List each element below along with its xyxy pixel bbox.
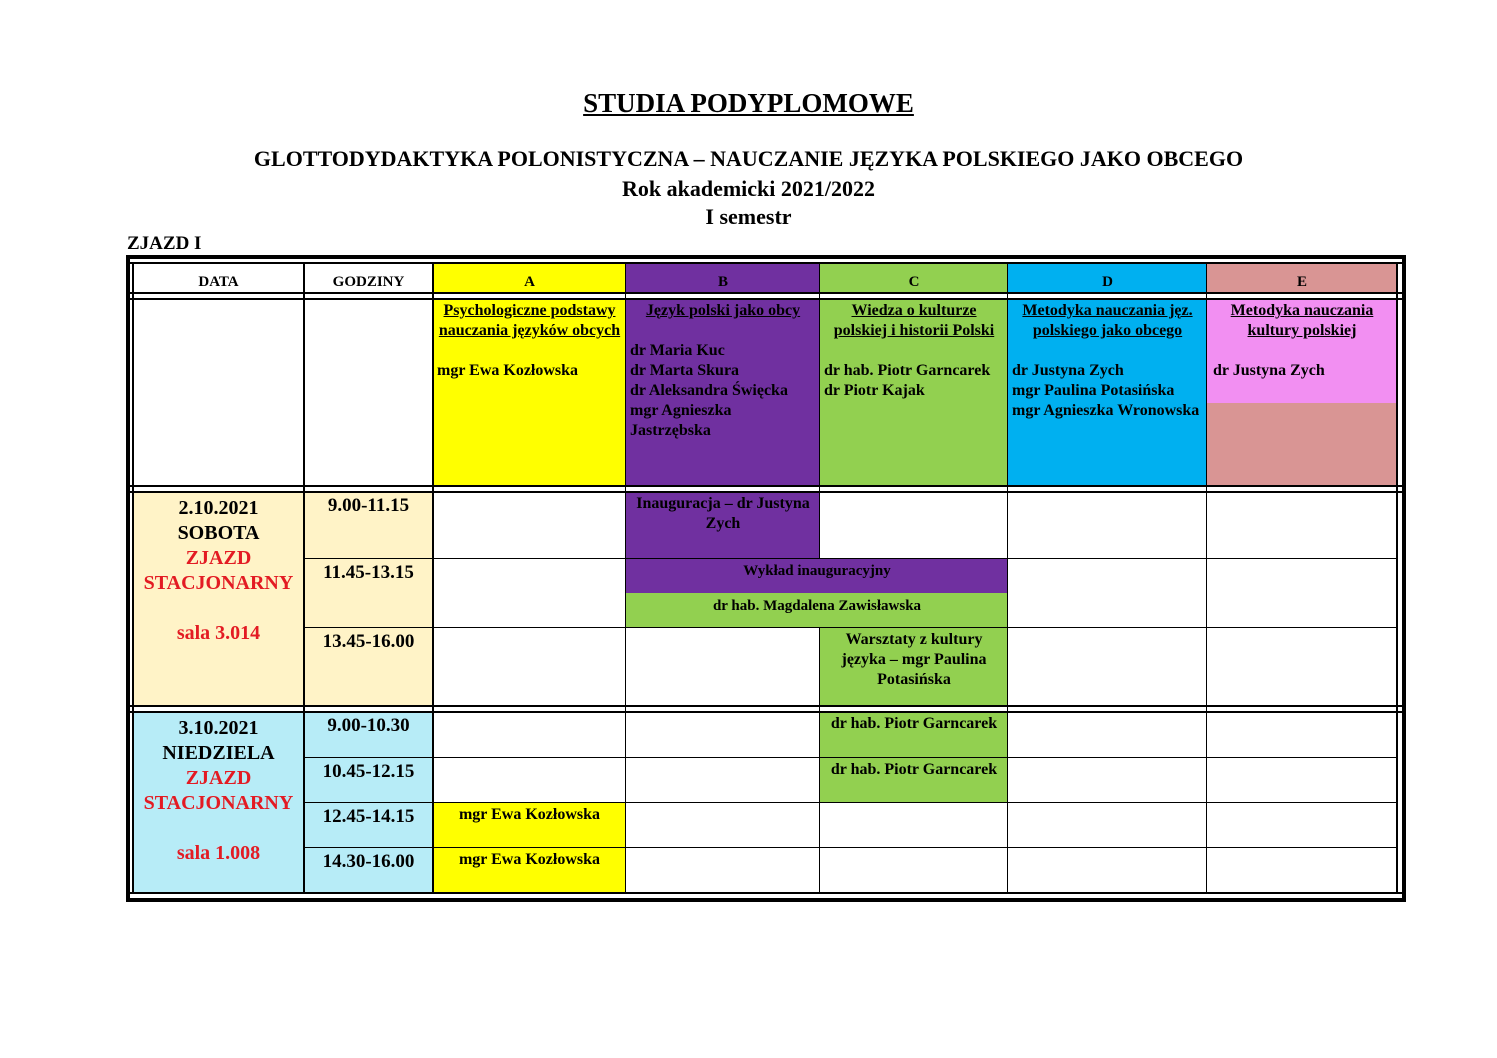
col-header-e: E xyxy=(1207,263,1397,293)
course-b-teacher: dr Aleksandra Święcka xyxy=(630,382,788,399)
row-border xyxy=(304,757,1398,758)
col-header-data: DATA xyxy=(198,274,239,290)
day1-mode: ZJAZD xyxy=(185,547,252,569)
course-b-name: Język polski jako obcy xyxy=(645,302,801,319)
col-border xyxy=(432,262,434,894)
day1-mode: STACJONARNY xyxy=(143,572,294,594)
row-border xyxy=(304,558,1398,559)
day2-room: sala 1.008 xyxy=(176,842,261,864)
row-border xyxy=(130,711,1402,713)
col-border xyxy=(1206,262,1207,894)
program-name: GLOTTODYDAKTYKA POLONISTYCZNA – NAUCZANIE JĘZYKA POLSKIEGO JAKO OBCEGO xyxy=(253,146,1244,171)
day1-lecture: Wykład inauguracyjny xyxy=(626,559,1008,593)
row-border xyxy=(130,292,1402,294)
course-b xyxy=(626,299,820,486)
row-border xyxy=(130,892,1402,894)
col-border xyxy=(819,627,820,894)
course-b-teacher: dr Marta Skura xyxy=(630,362,740,379)
col-header-godziny: GODZINY xyxy=(332,274,405,290)
day2-date: 3.10.2021 xyxy=(178,717,259,739)
col-border xyxy=(303,262,305,894)
col-header-a: A xyxy=(433,263,626,293)
day2-a3: mgr Ewa Kozłowska xyxy=(433,803,626,848)
course-d-name: Metodyka nauczania jęz. polskiego jako obcego xyxy=(1022,302,1193,339)
course-b-teacher: dr Maria Kuc xyxy=(630,342,725,359)
course-d xyxy=(1008,299,1207,486)
course-d-teacher: mgr Agnieszka Wronowska xyxy=(1012,402,1200,419)
day1-hour: 11.45-13.15 xyxy=(304,559,433,628)
course-d-teacher: mgr Paulina Potasińska xyxy=(1012,382,1175,399)
course-b-teacher: mgr Agnieszka Jastrzębska xyxy=(630,402,732,439)
day1-hour: 9.00-11.15 xyxy=(304,492,433,559)
row-border xyxy=(130,262,1402,264)
day1-workshop: Warsztaty z kultury języka – mgr Paulina Potasińska xyxy=(820,628,1008,706)
col-header-b: B xyxy=(626,263,820,293)
day2-info xyxy=(133,712,304,893)
row-border xyxy=(130,298,1402,300)
col-border xyxy=(819,262,820,559)
day1-hour: 13.45-16.00 xyxy=(304,628,433,706)
section-label: ZJAZD I xyxy=(127,233,202,254)
col-header-c: C xyxy=(820,263,1008,293)
day2-hour: 10.45-12.15 xyxy=(304,758,433,803)
day2-a4: mgr Ewa Kozłowska xyxy=(433,848,626,893)
course-c-name: Wiedza o kulturze polskiej i historii Polski xyxy=(833,302,995,339)
day2-c1: dr hab. Piotr Garncarek xyxy=(820,712,1008,758)
course-a xyxy=(433,299,626,486)
row-border xyxy=(130,705,1402,707)
day1-room: sala 3.014 xyxy=(176,622,261,644)
day1-date: 2.10.2021 xyxy=(178,497,259,519)
course-a-name: Psychologiczne podstawy nauczania języków obcych xyxy=(438,302,621,339)
course-e-name: Metodyka nauczania kultury polskiej xyxy=(1230,302,1374,339)
day1-lecturer: dr hab. Magdalena Zawisławska xyxy=(626,593,1008,628)
page-title: STUDIA PODYPLOMOWE xyxy=(583,88,914,118)
course-c-teacher: dr Piotr Kajak xyxy=(824,382,925,399)
course-c-teacher: dr hab. Piotr Garncarek xyxy=(824,362,991,379)
semester: I semestr xyxy=(705,204,792,229)
day1-inauguration: Inauguracja – dr Justyna Zych xyxy=(626,492,820,559)
course-e xyxy=(1207,299,1397,486)
day2-hour: 14.30-16.00 xyxy=(304,848,433,893)
day2-weekday: NIEDZIELA xyxy=(162,742,275,764)
course-d-teacher: dr Justyna Zych xyxy=(1012,362,1124,379)
row-border xyxy=(304,802,1398,803)
col-border xyxy=(132,262,134,894)
course-e-teachers: dr Justyna Zych xyxy=(1213,362,1325,379)
day1-weekday: SOBOTA xyxy=(177,522,260,544)
row-border xyxy=(304,627,1398,628)
col-border xyxy=(1007,262,1008,894)
row-border xyxy=(130,485,1402,487)
day2-mode: STACJONARNY xyxy=(143,792,294,814)
day2-mode: ZJAZD xyxy=(185,767,252,789)
row-border xyxy=(130,491,1402,493)
col-border xyxy=(1396,262,1398,894)
col-border xyxy=(625,262,626,894)
col-header-d: D xyxy=(1008,263,1207,293)
day1-info xyxy=(133,492,304,706)
row-border xyxy=(304,847,1398,848)
academic-year: Rok akademicki 2021/2022 xyxy=(621,176,876,201)
day2-c2: dr hab. Piotr Garncarek xyxy=(820,758,1008,803)
day2-hour: 12.45-14.15 xyxy=(304,803,433,848)
course-a-teachers: mgr Ewa Kozłowska xyxy=(437,362,579,379)
day2-hour: 9.00-10.30 xyxy=(304,712,433,758)
course-c xyxy=(820,299,1008,486)
